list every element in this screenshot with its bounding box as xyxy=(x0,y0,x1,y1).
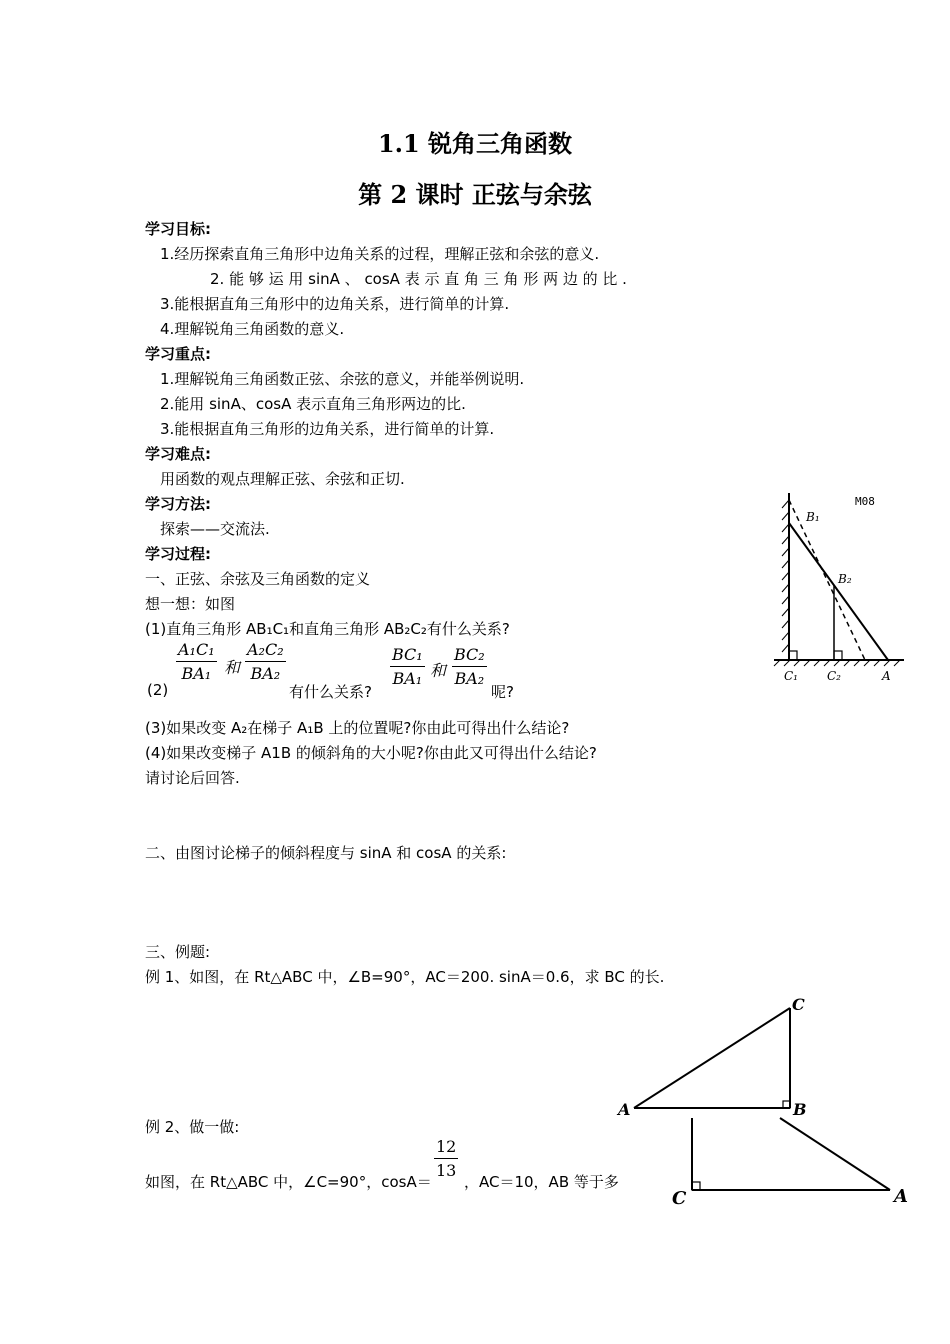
example-2-text-start: 如图，在 Rt△ABC 中，∠C=90°，cosA＝ xyxy=(145,1173,432,1191)
question-4: (4)如果改变梯子 A1B 的倾斜角的大小呢?你由此又可得出什么结论? xyxy=(145,744,597,762)
wall-hatching xyxy=(782,500,789,652)
fraction-numerator: 12 xyxy=(434,1137,458,1159)
fraction-numerator: BC₂ xyxy=(452,645,487,667)
goal-item: 3.能根据直角三角形中的边角关系，进行简单的计算. xyxy=(160,295,510,313)
discuss-prompt: 请讨论后回答. xyxy=(145,769,240,787)
question-3: (3)如果改变 A₂在梯子 A₁B 上的位置呢?你由此可得出什么结论? xyxy=(145,719,570,737)
example-2-triangle xyxy=(668,1112,918,1212)
method-heading: 学习方法: xyxy=(145,495,211,513)
key-point-item: 3.能根据直角三角形的边角关系，进行简单的计算. xyxy=(160,420,495,438)
label-a: A xyxy=(618,1100,631,1119)
right-angle-c1 xyxy=(789,651,797,660)
process-heading: 学习过程: xyxy=(145,545,211,563)
example-1: 例 1、如图，在 Rt△ABC 中，∠B=90°，AC＝200. sinA＝0.6，求 BC 的长. xyxy=(145,968,665,986)
fraction-denominator: BA₁ xyxy=(181,664,212,683)
question-2-end: 呢? xyxy=(491,683,514,701)
method-text: 探索——交流法. xyxy=(160,520,270,538)
fraction-denominator: BA₁ xyxy=(392,669,423,688)
side-ab xyxy=(780,1118,890,1190)
label-b1: B₁ xyxy=(806,510,820,524)
think-prompt: 想一想：如图 xyxy=(145,595,236,613)
label-c1: C₁ xyxy=(784,669,798,683)
goals-heading: 学习目标: xyxy=(145,220,211,238)
side-ac xyxy=(634,1008,790,1108)
section-two-heading: 二、由图讨论梯子的倾斜程度与 sinA 和 cosA 的关系: xyxy=(145,844,507,862)
label-a: A xyxy=(882,669,891,683)
figure-code: M08 xyxy=(855,495,875,508)
right-angle-b xyxy=(783,1101,790,1108)
key-point-item: 2.能用 sinA、cosA 表示直角三角形两边的比. xyxy=(160,395,466,413)
fraction-denominator: BA₂ xyxy=(454,669,485,688)
right-angle-c2 xyxy=(834,651,842,660)
fraction-12-13 xyxy=(434,1137,458,1180)
fraction-denominator: BA₂ xyxy=(250,664,281,683)
fraction-numerator: A₂C₂ xyxy=(245,640,286,662)
fraction-numerator: BC₁ xyxy=(390,645,425,667)
goal-item: 2. 能 够 运 用 sinA 、 cosA 表 示 直 角 三 角 形 两 边 的 比 . xyxy=(210,270,627,288)
example-2-heading: 例 2、做一做: xyxy=(145,1118,240,1136)
fraction-denominator: 13 xyxy=(436,1161,457,1180)
section-one-heading: 一、正弦、余弦及三角函数的定义 xyxy=(145,570,371,588)
fraction-bc2-ba2 xyxy=(452,645,487,688)
page-subtitle: 第 2 课时 正弦与余弦 xyxy=(358,180,592,209)
question-2-mid: 有什么关系? xyxy=(289,683,372,701)
page-title: 1.1 锐角三角函数 xyxy=(377,129,573,158)
label-c: C xyxy=(792,995,805,1014)
question-1: (1)直角三角形 AB₁C₁和直角三角形 AB₂C₂有什么关系? xyxy=(145,620,510,638)
fraction-a1c1-ba1 xyxy=(176,640,217,683)
difficulty-text: 用函数的观点理解正弦、余弦和正切. xyxy=(160,470,405,488)
goal-item: 1.经历探索直角三角形中边角关系的过程，理解正弦和余弦的意义. xyxy=(160,245,600,263)
ladder-line xyxy=(789,523,888,660)
goal-item: 4.理解锐角三角函数的意义. xyxy=(160,320,345,338)
example-1-triangle xyxy=(612,990,812,1125)
fraction-a2c2-ba2 xyxy=(245,640,286,683)
difficulty-heading: 学习难点: xyxy=(145,445,211,463)
example-2-text-end: ，AC＝10，AB 等于多 xyxy=(464,1173,619,1191)
fraction-bc1-ba1 xyxy=(390,645,425,688)
right-angle-c xyxy=(692,1182,700,1190)
label-c2: C₂ xyxy=(827,669,841,683)
fraction-numerator: A₁C₁ xyxy=(176,640,217,662)
key-points-heading: 学习重点: xyxy=(145,345,211,363)
label-b2: B₂ xyxy=(838,572,852,586)
label-b: B xyxy=(793,1100,807,1119)
ladder-figure xyxy=(770,488,910,688)
label-a: A xyxy=(894,1186,908,1207)
and-word: 和 xyxy=(430,661,447,680)
label-c: C xyxy=(672,1188,687,1209)
and-word: 和 xyxy=(224,658,241,677)
question-2-label: (2) xyxy=(147,681,169,699)
section-three-heading: 三、例题: xyxy=(145,943,211,961)
dashed-ladder-line xyxy=(789,500,865,660)
key-point-item: 1.理解锐角三角函数正弦、余弦的意义，并能举例说明. xyxy=(160,370,525,388)
